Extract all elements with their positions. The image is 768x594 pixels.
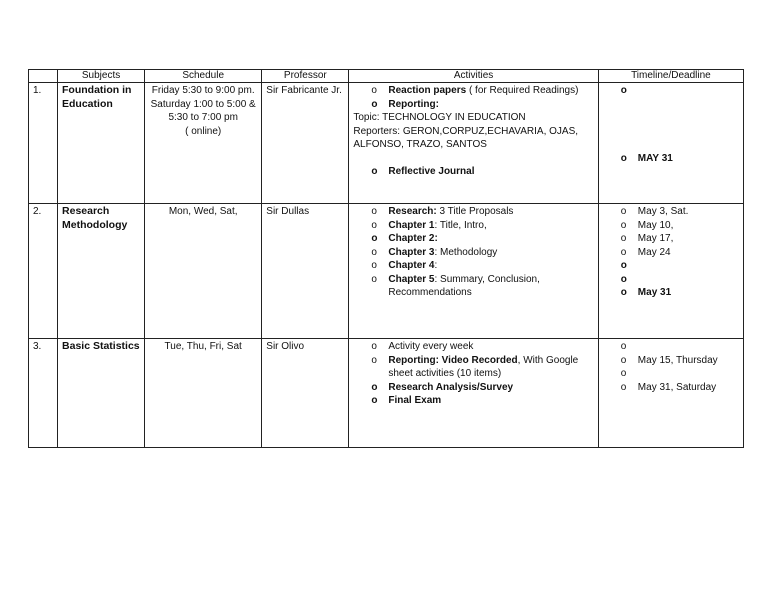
activity-item: o Final Exam <box>371 395 442 406</box>
row-number: 1. <box>29 83 58 204</box>
activity-item: o Reflective Journal <box>371 165 475 177</box>
bullet-marker: o <box>371 341 377 352</box>
activity-item: o Chapter 1: Title, Intro, <box>371 219 487 231</box>
bullet-marker: o <box>620 341 627 352</box>
schedule-line: Saturday 1:00 to 5:00 & <box>150 98 256 110</box>
bullet-marker: o <box>371 233 378 244</box>
professor-cell: Sir Olivo <box>262 339 349 448</box>
timeline-item: o May 3, Sat. <box>620 206 689 217</box>
timeline-item: o May 15, Thursday <box>620 354 718 366</box>
bullet-marker: o <box>371 98 378 110</box>
subject-cell: Basic Statistics <box>58 339 145 448</box>
professor-cell: Sir Dullas <box>262 204 349 339</box>
bullet-marker: o <box>371 85 377 96</box>
activity-item: o Activity every week <box>371 341 474 352</box>
bullet-marker: o <box>620 152 627 164</box>
bullet-marker: o <box>620 233 627 244</box>
activity-item: o Reporting: Video Recorded, With Google sheet activities (10 items) <box>371 354 579 379</box>
timeline-item <box>603 340 739 354</box>
bullet-marker: o <box>620 287 627 298</box>
timeline-cell <box>598 204 743 339</box>
timeline-cell <box>598 339 743 448</box>
schedule-cell: Tue, Thu, Fri, Sat <box>145 339 262 448</box>
header-professor: Professor <box>262 70 349 83</box>
activities-cell <box>349 339 598 448</box>
row-number: 3. <box>29 339 58 448</box>
schedule-line: ( online) <box>185 125 222 137</box>
timeline-item <box>603 84 739 98</box>
timeline-cell <box>598 83 743 204</box>
timeline-item <box>603 367 739 381</box>
row-number: 2. <box>29 204 58 339</box>
bullet-marker: o <box>620 381 627 393</box>
activity-item: o Reaction papers ( for Required Readings) <box>371 85 579 96</box>
timeline-item <box>603 259 739 273</box>
bullet-marker: o <box>371 165 378 177</box>
bullet-marker: o <box>371 354 377 366</box>
bullet-marker: o <box>371 260 377 271</box>
schedule-table <box>28 69 744 448</box>
table-row <box>29 204 744 339</box>
activity-item: o Research: 3 Title Proposals <box>371 206 514 217</box>
timeline-item: o May 17, <box>620 233 674 244</box>
header-schedule: Schedule <box>145 70 262 83</box>
table-row <box>29 339 744 448</box>
timeline-item: o May 31 <box>620 287 672 298</box>
bullet-marker: o <box>620 354 627 366</box>
bullet-marker: o <box>620 368 627 379</box>
schedule-cell: Mon, Wed, Sat, <box>145 204 262 339</box>
bullet-marker: o <box>620 219 627 231</box>
bullet-marker: o <box>620 246 627 258</box>
timeline-item: o MAY 31 <box>620 152 673 164</box>
activity-item: o Chapter 2: <box>371 233 438 244</box>
bullet-marker: o <box>371 219 377 231</box>
header-subjects: Subjects <box>58 70 145 83</box>
professor-cell: Sir Fabricante Jr. <box>262 83 349 204</box>
schedule-line: Friday 5:30 to 9:00 pm. <box>151 85 255 96</box>
activities-cell <box>349 204 598 339</box>
bullet-marker: o <box>620 260 627 271</box>
timeline-item <box>603 273 739 287</box>
bullet-marker: o <box>371 246 377 258</box>
bullet-marker: o <box>620 85 627 96</box>
bullet-marker: o <box>371 273 377 285</box>
reporting-reporters: Reporters: GERON,CORPUZ,ECHAVARIA, OJAS, ALFONSO, TRAZO, SANTOS <box>353 125 579 150</box>
bullet-marker: o <box>371 395 378 406</box>
schedule-cell <box>145 83 262 204</box>
activity-item: o Chapter 3: Methodology <box>371 246 498 258</box>
timeline-item: o May 31, Saturday <box>620 381 717 393</box>
bullet-marker: o <box>371 206 377 217</box>
header-timeline: Timeline/Deadline <box>598 70 743 83</box>
activity-item: o Reporting: <box>371 98 439 110</box>
activity-item: o Chapter 5: Summary, Conclusion, Recommendations <box>371 273 540 298</box>
activity-item: o Research Analysis/Survey <box>371 381 514 393</box>
timeline-item: o May 10, <box>620 219 674 231</box>
subject-cell: Research Methodology <box>58 204 145 339</box>
timeline-item: o May 24 <box>620 246 671 258</box>
subject-cell: Foundation in Education <box>58 83 145 204</box>
header-activities: Activities <box>349 70 598 83</box>
header-num <box>29 70 58 83</box>
activity-item: o Chapter 4: <box>371 260 438 271</box>
reporting-topic: Topic: TECHNOLOGY IN EDUCATION <box>353 112 526 123</box>
header-row <box>29 70 744 83</box>
bullet-marker: o <box>620 206 627 217</box>
activities-cell <box>349 83 598 204</box>
table-row <box>29 83 744 204</box>
schedule-line: 5:30 to 7:00 pm <box>168 112 238 123</box>
bullet-marker: o <box>620 273 627 285</box>
bullet-marker: o <box>371 381 378 393</box>
